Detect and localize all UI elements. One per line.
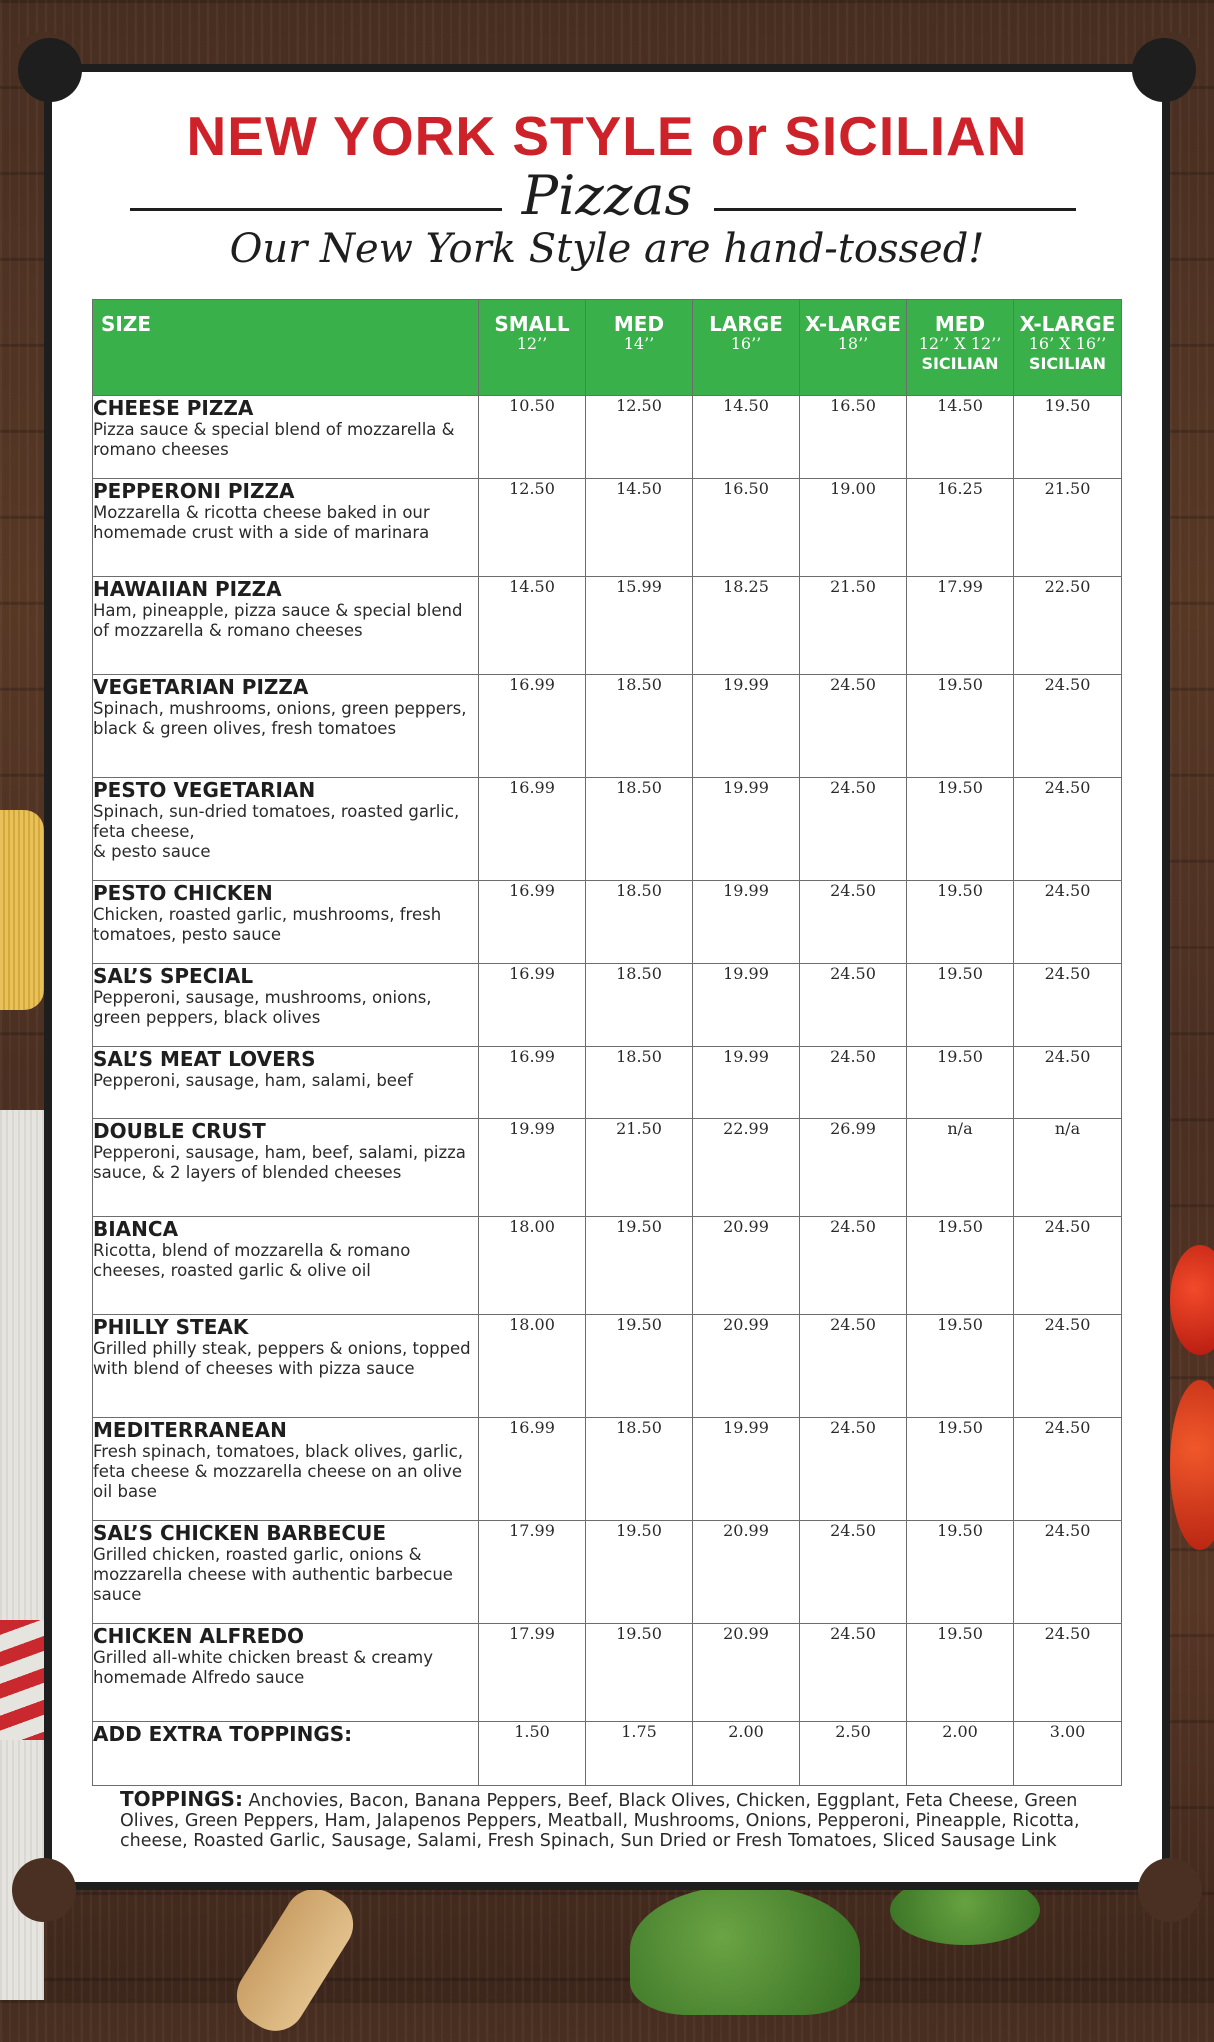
extra-topping-price: 2.00: [693, 1722, 800, 1786]
price-cell: 24.50: [1014, 1315, 1122, 1418]
price-cell: 19.99: [693, 778, 800, 881]
column-header-dimension: 18’’: [837, 334, 869, 353]
card-corner: [1138, 1858, 1202, 1922]
price-cell: 24.50: [800, 778, 907, 881]
price-cell: 18.50: [586, 964, 693, 1047]
menu-item-cell: [93, 577, 479, 675]
column-header-dimension: 14’’: [623, 334, 655, 353]
price-cell: 19.99: [693, 675, 800, 778]
column-header-label: SMALL: [494, 312, 570, 336]
wooden-spoon-decoration: [226, 1878, 365, 2042]
table-row: [93, 396, 1122, 479]
price-cell: 19.50: [907, 1418, 1014, 1521]
column-header-dimension: 16’ X 16’’: [1028, 334, 1107, 353]
price-cell: 18.50: [586, 778, 693, 881]
price-cell: 19.50: [907, 964, 1014, 1047]
price-cell: 19.50: [907, 778, 1014, 881]
menu-item-name: PHILLY STEAK: [93, 1315, 249, 1339]
price-cell: 19.99: [693, 1418, 800, 1521]
price-cell: 16.99: [479, 964, 586, 1047]
table-row: [93, 964, 1122, 1047]
price-cell: 19.50: [586, 1315, 693, 1418]
price-cell: 19.99: [693, 1047, 800, 1119]
column-header-label: SIZE: [101, 312, 152, 336]
price-cell: 14.50: [907, 396, 1014, 479]
price-cell: 16.99: [479, 778, 586, 881]
menu-item-cell: [93, 881, 479, 964]
price-cell: 19.50: [586, 1624, 693, 1722]
column-header: [479, 300, 586, 396]
table-row: [93, 1521, 1122, 1624]
menu-item-name: BIANCA: [93, 1217, 179, 1241]
column-header: [800, 300, 907, 396]
menu-item-description: Grilled all-white chicken breast & creamy homemade Alfredo sauce: [93, 1648, 434, 1687]
price-cell: 16.50: [800, 396, 907, 479]
menu-item-cell: [93, 1217, 479, 1315]
price-cell: 16.99: [479, 675, 586, 778]
table-row: [93, 479, 1122, 577]
menu-item-cell: [93, 675, 479, 778]
price-cell: 19.99: [693, 881, 800, 964]
price-cell: 19.00: [800, 479, 907, 577]
price-cell: 24.50: [800, 964, 907, 1047]
menu-item-name: SAL’S SPECIAL: [93, 964, 254, 988]
price-cell: 24.50: [800, 1217, 907, 1315]
menu-item-cell: [93, 778, 479, 881]
column-header-label: X-LARGE: [1019, 312, 1116, 336]
menu-item-name: PEPPERONI PIZZA: [93, 479, 295, 503]
extra-topping-price: 3.00: [1014, 1722, 1122, 1786]
card-corner: [12, 1858, 76, 1922]
menu-item-name: SAL’S MEAT LOVERS: [93, 1047, 316, 1071]
menu-item-description: Grilled philly steak, peppers & onions, topped with blend of cheeses with pizza sauce: [93, 1339, 471, 1378]
price-cell: 21.50: [800, 577, 907, 675]
basil-leaf-decoration: [630, 1885, 860, 2015]
menu-item-cell: [93, 1047, 479, 1119]
price-cell: 20.99: [693, 1624, 800, 1722]
column-header-style: SICILIAN: [1028, 354, 1107, 373]
column-header-size: [93, 300, 479, 396]
extra-topping-price: 1.50: [479, 1722, 586, 1786]
price-cell: 24.50: [1014, 1624, 1122, 1722]
price-cell: 24.50: [800, 1624, 907, 1722]
column-header-label: X-LARGE: [805, 312, 901, 336]
menu-item-cell: [93, 1418, 479, 1521]
menu-item-cell: [93, 396, 479, 479]
menu-tagline: Our New York Style are hand-tossed!: [229, 226, 985, 272]
price-cell: 19.50: [1014, 396, 1122, 479]
column-header-dimension: 12’’ X 12’’: [918, 334, 1002, 353]
price-cell: 19.50: [586, 1217, 693, 1315]
price-cell: 24.50: [1014, 675, 1122, 778]
table-row: [93, 577, 1122, 675]
price-cell: 19.50: [907, 881, 1014, 964]
price-cell: 24.50: [800, 1418, 907, 1521]
menu-item-description: Grilled chicken, roasted garlic, onions & mozzarella cheese with authentic barbecue sauce: [93, 1545, 453, 1604]
price-cell: 16.99: [479, 1418, 586, 1521]
table-row: [93, 1624, 1122, 1722]
price-cell: 18.50: [586, 1047, 693, 1119]
price-cell: 24.50: [800, 881, 907, 964]
price-cell: 26.99: [800, 1119, 907, 1217]
column-header-dimension: 12’’: [516, 334, 548, 353]
price-cell: 18.25: [693, 577, 800, 675]
price-cell: 24.50: [1014, 1418, 1122, 1521]
price-cell: 19.50: [586, 1521, 693, 1624]
tomato-decoration: [1170, 1245, 1214, 1355]
menu-item-cell: [93, 1624, 479, 1722]
column-header-label: MED: [934, 312, 986, 336]
table-row: [93, 1119, 1122, 1217]
column-header: [1014, 300, 1122, 396]
menu-item-cell: [93, 1315, 479, 1418]
price-cell: 20.99: [693, 1217, 800, 1315]
menu-item-name: SAL’S CHICKEN BARBECUE: [93, 1521, 386, 1545]
price-cell: 18.50: [586, 675, 693, 778]
price-cell: 17.99: [907, 577, 1014, 675]
table-row: [93, 778, 1122, 881]
menu-item-description: Pepperoni, sausage, ham, salami, beef: [93, 1071, 413, 1090]
price-cell: 20.99: [693, 1315, 800, 1418]
price-cell: 24.50: [1014, 1217, 1122, 1315]
toppings-list: [120, 1789, 1100, 1851]
price-cell: 19.50: [907, 675, 1014, 778]
price-cell: 14.50: [479, 577, 586, 675]
price-cell: 21.50: [1014, 479, 1122, 577]
menu-item-description: Pepperoni, sausage, mushrooms, onions, green peppers, black olives: [93, 988, 432, 1027]
price-cell: 19.50: [907, 1624, 1014, 1722]
price-cell: 16.99: [479, 881, 586, 964]
price-cell: 18.00: [479, 1217, 586, 1315]
price-cell: 24.50: [1014, 778, 1122, 881]
column-header: [693, 300, 800, 396]
toppings-text: Anchovies, Bacon, Banana Peppers, Beef, Black Olives, Chicken, Eggplant, Feta Cheese, Green Olives, Green Peppers, Ham, Jalapenos Peppers, Meatball, Mushrooms, Onions, Pepperoni, Pineapple, Ricotta, cheese, Roasted Garlic, Sausage, Salami, Fresh Spinach, Sun Dried or Fresh Tomatoes, Sliced Sausage Link: [120, 1791, 1080, 1851]
price-cell: 14.50: [693, 396, 800, 479]
menu-item-name: DOUBLE CRUST: [93, 1119, 266, 1143]
menu-item-cell: [93, 1119, 479, 1217]
table-row: [93, 675, 1122, 778]
column-header-style: SICILIAN: [921, 354, 999, 373]
price-cell: 20.99: [693, 1521, 800, 1624]
table-row: [93, 881, 1122, 964]
price-cell: 21.50: [586, 1119, 693, 1217]
price-cell: n/a: [907, 1119, 1014, 1217]
menu-item-description: Spinach, sun-dried tomatoes, roasted garlic, feta cheese, & pesto sauce: [93, 802, 460, 861]
table-row: [93, 1418, 1122, 1521]
price-cell: 12.50: [479, 479, 586, 577]
price-cell: 16.99: [479, 1047, 586, 1119]
pizza-price-table: [92, 299, 1122, 1786]
price-cell: 18.00: [479, 1315, 586, 1418]
menu-item-name: VEGETARIAN PIZZA: [93, 675, 309, 699]
table-row: [93, 1047, 1122, 1119]
extra-topping-price: 2.50: [800, 1722, 907, 1786]
column-header-dimension: 16’’: [730, 334, 762, 353]
price-cell: 22.99: [693, 1119, 800, 1217]
price-table-body: [93, 396, 1122, 1786]
table-row: [93, 1217, 1122, 1315]
extra-toppings-row: [93, 1722, 1122, 1786]
price-cell: 18.50: [586, 1418, 693, 1521]
toppings-label: TOPPINGS:: [120, 1787, 243, 1811]
price-cell: 18.50: [586, 881, 693, 964]
price-cell: 19.99: [693, 964, 800, 1047]
price-cell: 24.50: [1014, 881, 1122, 964]
price-cell: 10.50: [479, 396, 586, 479]
menu-item-description: Pepperoni, sausage, ham, beef, salami, pizza sauce, & 2 layers of blended cheeses: [93, 1143, 466, 1182]
menu-item-name: CHICKEN ALFREDO: [93, 1624, 304, 1648]
price-cell: n/a: [1014, 1119, 1122, 1217]
menu-item-name: MEDITERRANEAN: [93, 1418, 287, 1442]
price-cell: 22.50: [1014, 577, 1122, 675]
price-cell: 24.50: [800, 1315, 907, 1418]
menu-item-description: Fresh spinach, tomatoes, black olives, garlic, feta cheese & mozzarella cheese on an olive oil base: [93, 1442, 464, 1501]
menu-item-cell: [93, 479, 479, 577]
column-header-label: LARGE: [709, 312, 783, 336]
extra-topping-price: 2.00: [907, 1722, 1014, 1786]
price-cell: 15.99: [586, 577, 693, 675]
price-cell: 19.50: [907, 1315, 1014, 1418]
column-header: [586, 300, 693, 396]
price-cell: 19.50: [907, 1047, 1014, 1119]
menu-item-name: CHEESE PIZZA: [93, 396, 254, 420]
table-row: [93, 1315, 1122, 1418]
menu-item-name: PESTO CHICKEN: [93, 881, 273, 905]
price-cell: 19.50: [907, 1217, 1014, 1315]
menu-item-name: PESTO VEGETARIAN: [93, 778, 316, 802]
menu-item-description: Ricotta, blend of mozzarella & romano cheeses, roasted garlic & olive oil: [93, 1241, 411, 1280]
menu-item-description: Spinach, mushrooms, onions, green peppers, black & green olives, fresh tomatoes: [93, 699, 467, 738]
price-cell: 17.99: [479, 1624, 586, 1722]
menu-item-cell: [93, 1521, 479, 1624]
tomato-decoration: [1170, 1380, 1214, 1550]
column-header-label: MED: [613, 312, 665, 336]
menu-item-description: Chicken, roasted garlic, mushrooms, fresh tomatoes, pesto sauce: [93, 905, 442, 944]
price-cell: 24.50: [1014, 964, 1122, 1047]
price-cell: 14.50: [586, 479, 693, 577]
extra-topping-price: 1.75: [586, 1722, 693, 1786]
price-cell: 17.99: [479, 1521, 586, 1624]
price-cell: 16.50: [693, 479, 800, 577]
menu-item-description: Ham, pineapple, pizza sauce & special blend of mozzarella & romano cheeses: [93, 601, 463, 640]
price-cell: 24.50: [800, 1521, 907, 1624]
price-cell: 19.50: [907, 1521, 1014, 1624]
price-cell: 24.50: [800, 675, 907, 778]
extra-toppings-label: ADD EXTRA TOPPINGS:: [93, 1722, 479, 1786]
menu-subtitle: Pizzas: [521, 164, 693, 227]
column-header: [907, 300, 1014, 396]
menu-title: NEW YORK STYLE or SICILIAN: [186, 105, 1028, 167]
price-cell: 24.50: [800, 1047, 907, 1119]
price-cell: 12.50: [586, 396, 693, 479]
price-table-header: [93, 300, 1122, 396]
price-cell: 16.25: [907, 479, 1014, 577]
pasta-decoration: [0, 810, 44, 1010]
price-cell: 24.50: [1014, 1047, 1122, 1119]
menu-item-name: HAWAIIAN PIZZA: [93, 577, 282, 601]
towel-stripe-decoration: [0, 1620, 44, 1740]
price-cell: 24.50: [1014, 1521, 1122, 1624]
menu-item-description: Pizza sauce & special blend of mozzarella & romano cheeses: [93, 420, 455, 459]
menu-item-description: Mozzarella & ricotta cheese baked in our homemade crust with a side of marinara: [93, 503, 430, 542]
price-cell: 19.99: [479, 1119, 586, 1217]
menu-item-cell: [93, 964, 479, 1047]
